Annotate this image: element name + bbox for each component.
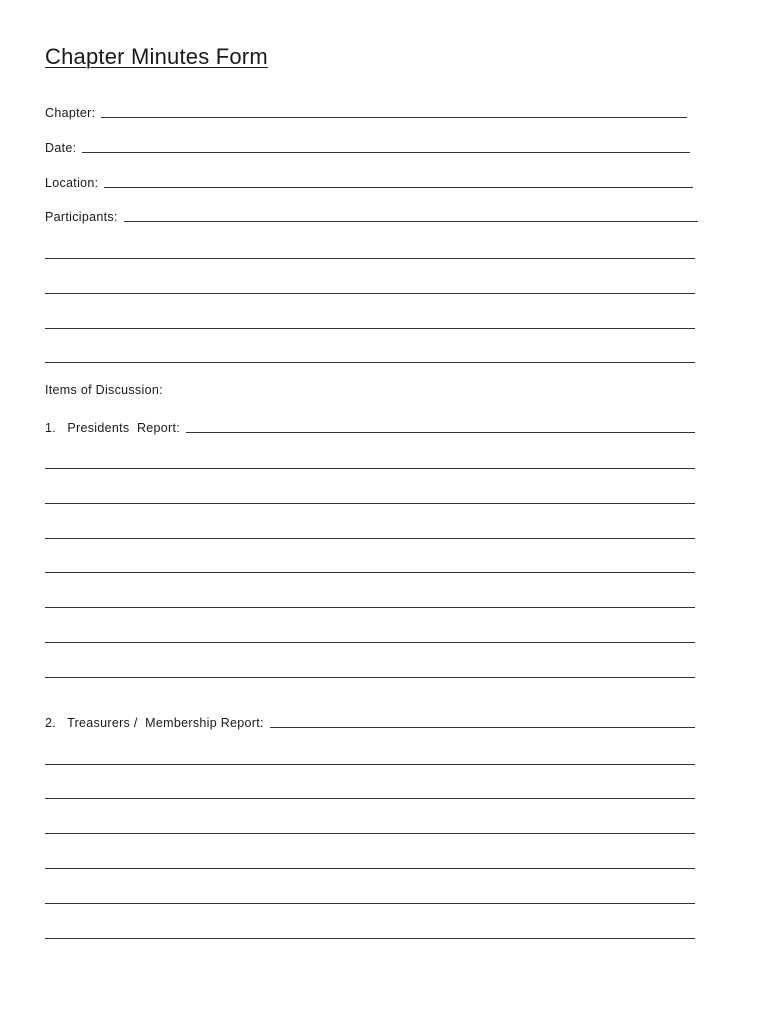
chapter-label: Chapter: <box>45 106 96 120</box>
date-line[interactable] <box>82 152 690 153</box>
items-of-discussion-heading: Items of Discussion: <box>45 383 163 397</box>
presidents-report-blank-line[interactable] <box>45 503 695 504</box>
presidents-report-blank-line[interactable] <box>45 468 695 469</box>
participants-field[interactable] <box>45 208 698 224</box>
presidents-report-label: 1. Presidents Report: <box>45 421 181 435</box>
location-field[interactable] <box>45 174 693 190</box>
treasurers-report-blank-line[interactable] <box>45 903 695 904</box>
chapter-field[interactable] <box>45 104 687 120</box>
presidents-report-blank-line[interactable] <box>45 607 695 608</box>
presidents-report-blank-line[interactable] <box>45 538 695 539</box>
treasurers-report-line[interactable] <box>270 727 695 728</box>
participants-line[interactable] <box>124 221 698 222</box>
presidents-report-blank-line[interactable] <box>45 572 695 573</box>
treasurers-report-label: 2. Treasurers / Membership Report: <box>45 716 264 730</box>
chapter-line[interactable] <box>101 117 687 118</box>
presidents-report-blank-line[interactable] <box>45 677 695 678</box>
date-field[interactable] <box>45 139 690 155</box>
treasurers-report-field[interactable] <box>45 714 695 730</box>
presidents-report-blank-line[interactable] <box>45 642 695 643</box>
participants-blank-line[interactable] <box>45 328 695 329</box>
date-label: Date: <box>45 141 77 155</box>
treasurers-report-blank-line[interactable] <box>45 868 695 869</box>
page-title: Chapter Minutes Form <box>45 44 268 69</box>
participants-blank-line[interactable] <box>45 258 695 259</box>
treasurers-report-blank-line[interactable] <box>45 764 695 765</box>
participants-blank-line[interactable] <box>45 362 695 363</box>
presidents-report-line[interactable] <box>186 432 695 433</box>
treasurers-report-blank-line[interactable] <box>45 798 695 799</box>
participants-blank-line[interactable] <box>45 293 695 294</box>
treasurers-report-blank-line[interactable] <box>45 833 695 834</box>
participants-label: Participants: <box>45 210 118 224</box>
treasurers-report-blank-line[interactable] <box>45 938 695 939</box>
presidents-report-field[interactable] <box>45 419 695 435</box>
location-line[interactable] <box>104 187 693 188</box>
location-label: Location: <box>45 176 99 190</box>
